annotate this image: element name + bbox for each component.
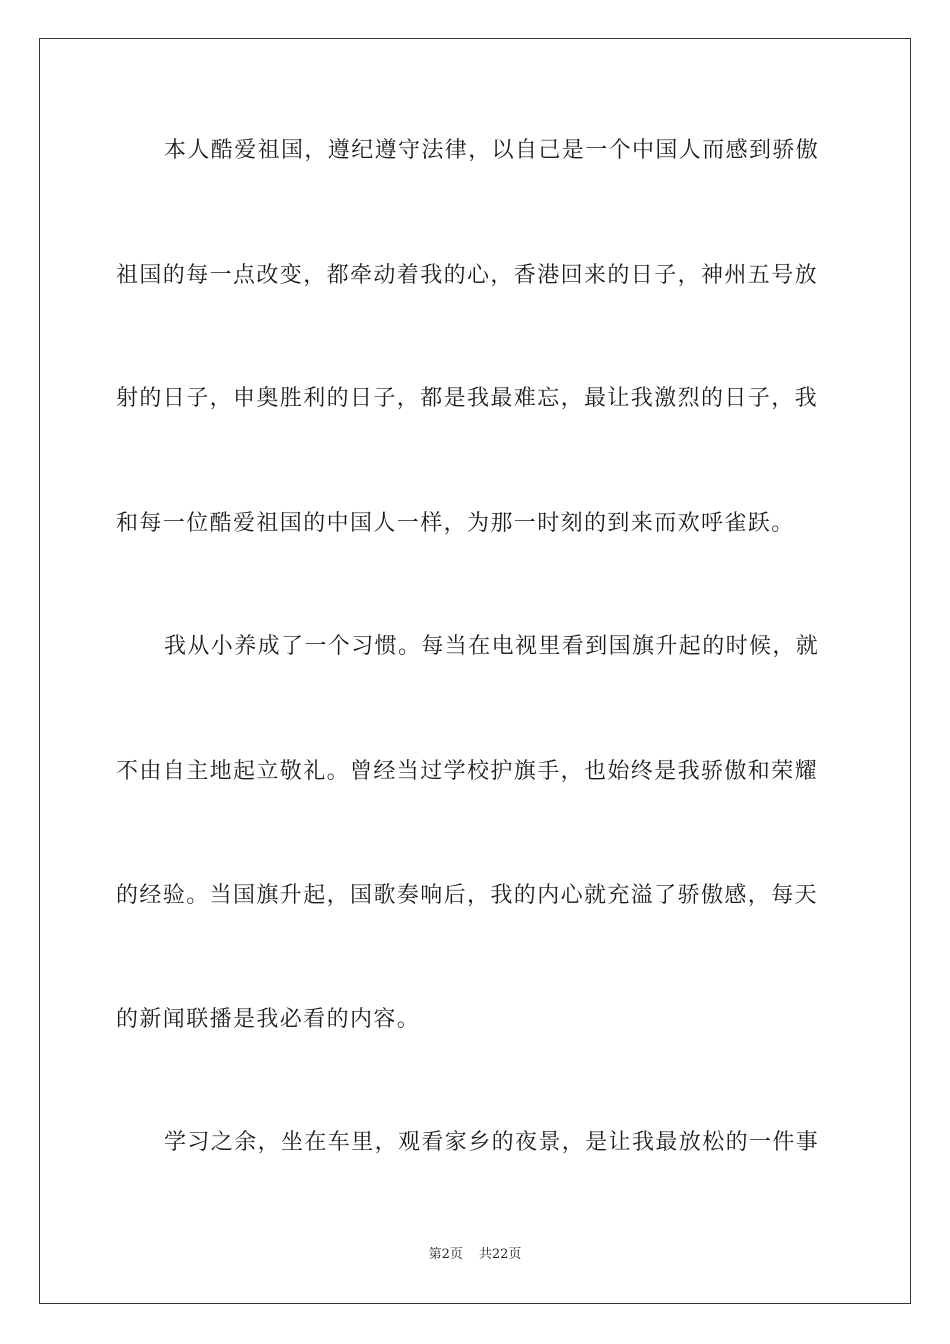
page-total: 共22页 [478,1247,522,1262]
text-line: 祖国的每一点改变，都牵动着我的心，香港回来的日子，神州五号放 [116,263,819,288]
text-line: 本人酷爱祖国，遵纪遵守法律，以自己是一个中国人而感到骄傲 [164,138,820,163]
text-line: 和每一位酷爱祖国的中国人一样，为那一时刻的到来而欢呼雀跃。 [116,511,795,536]
page-footer [0,1246,950,1264]
page-border [39,38,911,1304]
text-line: 的新闻联播是我必看的内容。 [116,1007,421,1032]
text-line: 不由自主地起立敬礼。曾经当过学校护旗手，也始终是我骄傲和荣耀 [116,759,819,784]
page-number: 第2页 [428,1247,463,1262]
text-line: 射的日子，申奥胜利的日子，都是我最难忘，最让我激烈的日子，我 [116,386,819,411]
text-line: 学习之余，坐在车里，观看家乡的夜景，是让我最放松的一件事 [164,1130,820,1155]
text-line: 的经验。当国旗升起，国歌奏响后，我的内心就充溢了骄傲感，每天 [116,883,819,908]
text-line: 我从小养成了一个习惯。每当在电视里看到国旗升起的时候，就 [164,634,820,659]
